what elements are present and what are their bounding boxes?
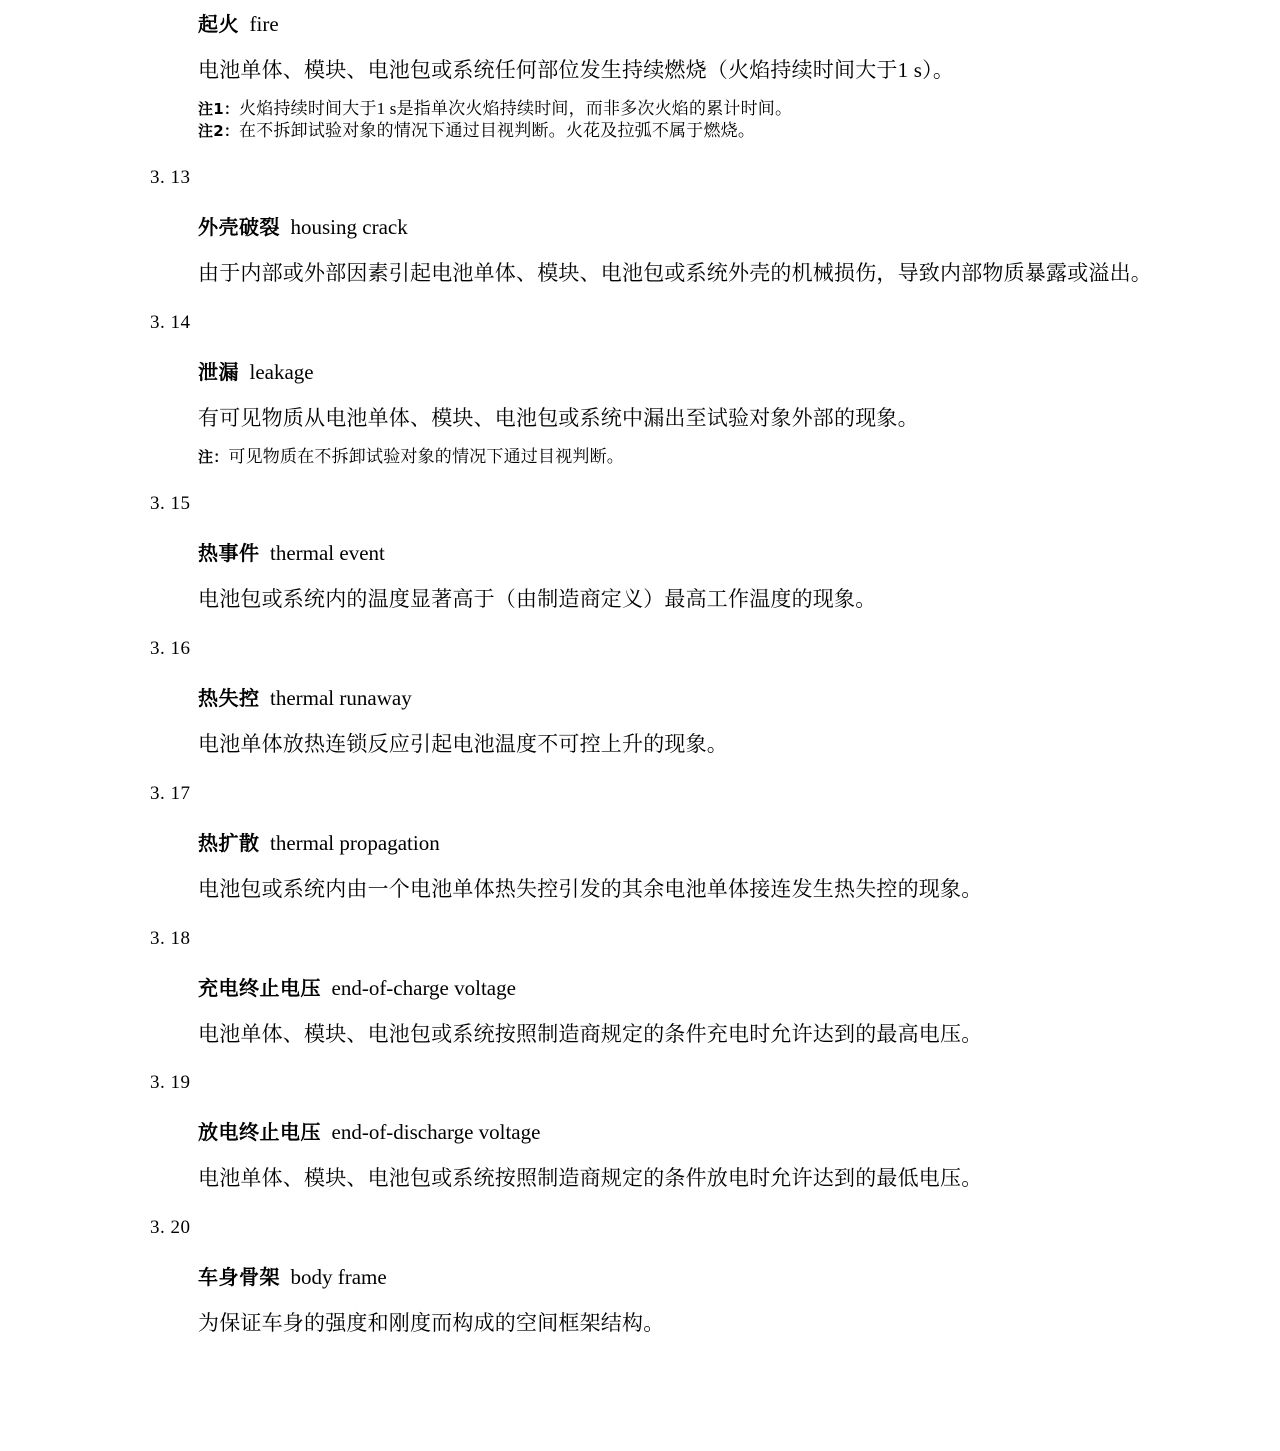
note-label: 注2： <box>198 121 240 140</box>
term-heading <box>150 540 1160 565</box>
term-chinese: 车身骨架 <box>198 1265 280 1290</box>
term-heading <box>150 217 1160 238</box>
term-chinese: 外壳破裂 <box>198 215 280 240</box>
term-note <box>150 98 1160 120</box>
term-english: end-of-charge voltage <box>331 975 516 1000</box>
term-heading <box>150 14 1160 35</box>
term-entry-end-of-discharge-voltage <box>150 1047 1160 1192</box>
term-english: thermal event <box>270 540 385 565</box>
term-entry-thermal-event <box>150 468 1160 613</box>
term-english: body frame <box>290 1265 387 1290</box>
term-entry-body-frame <box>150 1192 1160 1337</box>
term-heading <box>150 359 1160 384</box>
term-definition: 由于内部或外部因素引起电池单体、模块、电池包或系统外壳的机械损伤，导致内部物质暴露或溢出。 <box>198 261 1152 286</box>
term-heading <box>150 685 1160 710</box>
term-english: thermal propagation <box>270 830 440 855</box>
term-heading <box>150 1267 1160 1288</box>
term-note <box>150 120 1160 142</box>
term-english: end-of-discharge voltage <box>331 1120 541 1145</box>
term-entry-leakage <box>150 287 1160 468</box>
term-english: housing crack <box>290 215 408 240</box>
term-chinese: 热扩散 <box>198 830 260 855</box>
term-entry-thermal-runaway <box>150 613 1160 758</box>
note-text: 可见物质在不拆卸试验对象的情况下通过目视判断。 <box>228 446 625 466</box>
clause-number: 3. 19 <box>150 1072 191 1094</box>
term-note <box>150 446 1160 468</box>
term-heading <box>150 830 1160 855</box>
term-english: thermal runaway <box>270 685 412 710</box>
clause-number: 3. 13 <box>150 167 191 189</box>
note-text: 在不拆卸试验对象的情况下通过目视判断。火花及拉弧不属于燃烧。 <box>239 120 756 140</box>
term-entry-thermal-propagation <box>150 758 1160 903</box>
term-heading <box>150 975 1160 1000</box>
term-chinese: 热失控 <box>198 685 260 710</box>
term-chinese: 泄漏 <box>198 359 239 384</box>
clause-number: 3. 14 <box>150 311 191 333</box>
term-english: fire <box>249 12 279 36</box>
clause-number: 3. 15 <box>150 492 191 514</box>
clause-number: 3. 18 <box>150 927 191 949</box>
term-definition: 电池单体、模块、电池包或系统按照制造商规定的条件放电时允许达到的最低电压。 <box>198 1166 983 1191</box>
term-chinese: 充电终止电压 <box>198 975 321 1000</box>
note-text: 火焰持续时间大于1 s是指单次火焰持续时间，而非多次火焰的累计时间。 <box>239 98 793 118</box>
term-entry-end-of-charge-voltage <box>150 903 1160 1048</box>
term-definition: 电池单体放热连锁反应引起电池温度不可控上升的现象。 <box>198 731 728 756</box>
clause-number: 3. 17 <box>150 782 191 804</box>
note-label: 注1： <box>198 99 240 118</box>
term-entry-fire <box>150 0 1160 142</box>
clause-number: 3. 16 <box>150 637 191 659</box>
term-chinese: 热事件 <box>198 540 260 565</box>
term-definition: 为保证车身的强度和刚度而构成的空间框架结构。 <box>198 1311 665 1336</box>
term-chinese: 放电终止电压 <box>198 1120 321 1145</box>
term-heading <box>150 1122 1160 1143</box>
term-definition: 有可见物质从电池单体、模块、电池包或系统中漏出至试验对象外部的现象。 <box>198 405 919 430</box>
note-label: 注： <box>198 447 229 466</box>
term-definition: 电池单体、模块、电池包或系统任何部位发生持续燃烧（火焰持续时间大于1 s）。 <box>198 58 955 82</box>
term-definition: 电池单体、模块、电池包或系统按照制造商规定的条件充电时允许达到的最高电压。 <box>198 1021 983 1046</box>
term-definition: 电池包或系统内由一个电池单体热失控引发的其余电池单体接连发生热失控的现象。 <box>198 876 983 901</box>
clause-number: 3. 20 <box>150 1217 191 1239</box>
term-english: leakage <box>249 359 314 384</box>
term-entry-housing-crack <box>150 142 1160 287</box>
term-chinese: 起火 <box>198 12 239 36</box>
term-definition: 电池包或系统内的温度显著高于（由制造商定义）最高工作温度的现象。 <box>198 586 877 611</box>
